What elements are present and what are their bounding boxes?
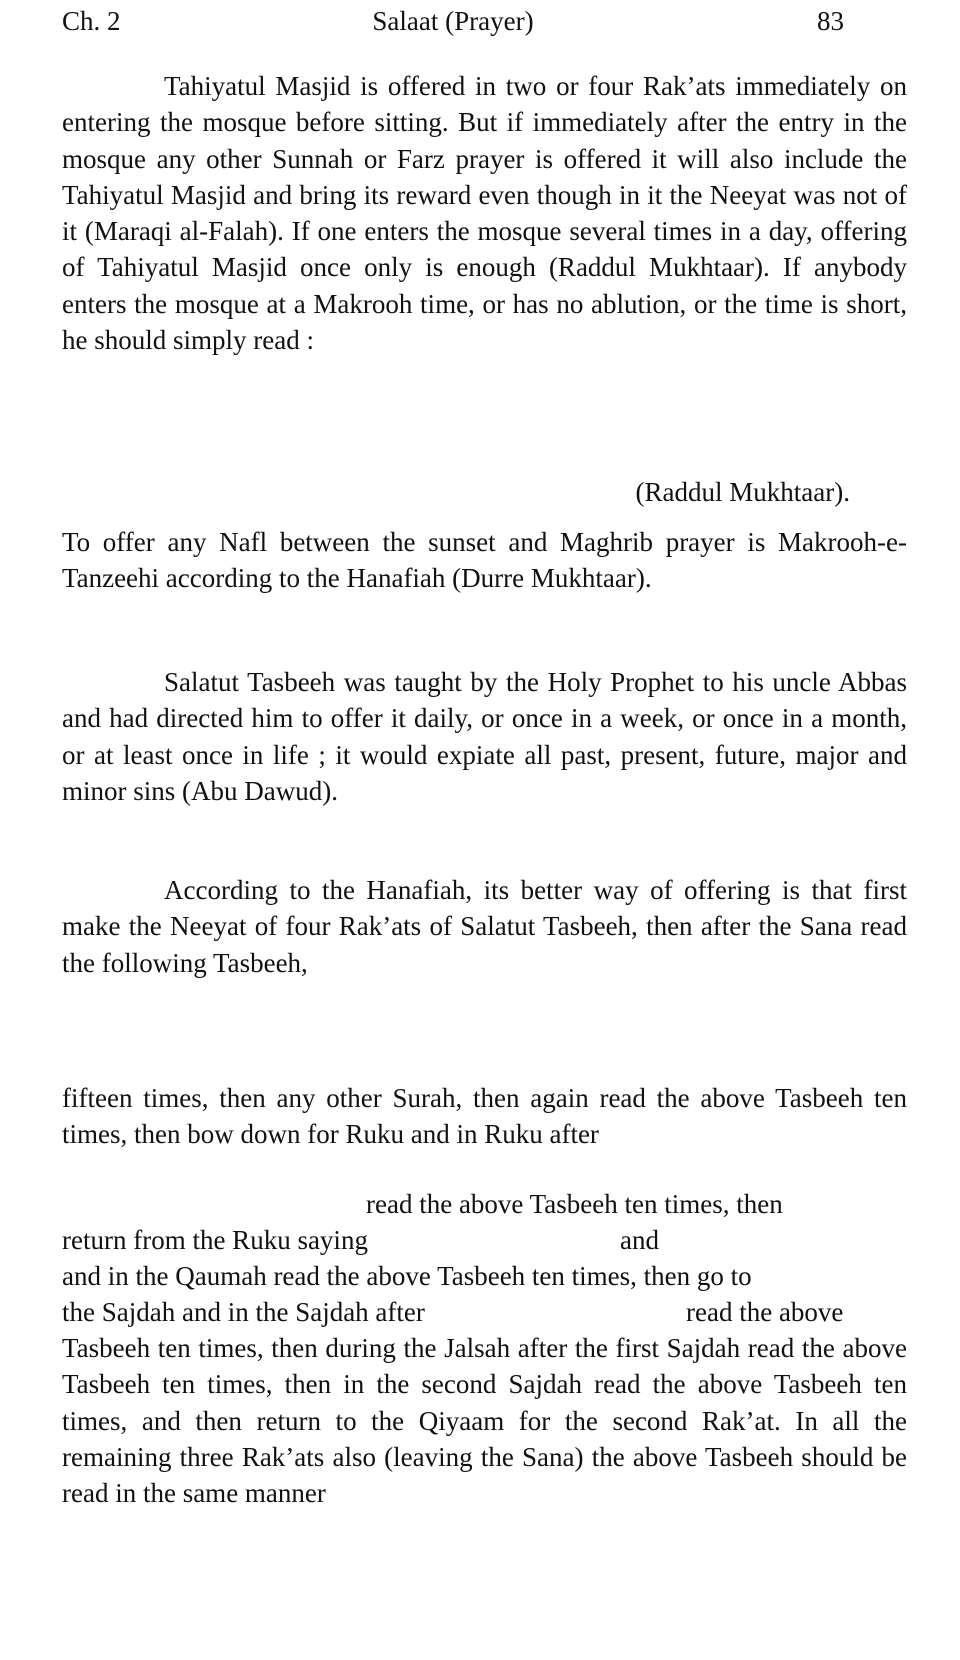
citation-raddul-mukhtaar: (Raddul Mukhtaar). [635, 477, 850, 507]
line-sajdah-after: the Sajdah and in the Sajdah after [62, 1297, 425, 1327]
line-read-above: read the above [686, 1297, 844, 1327]
page-header [62, 4, 844, 38]
line-return-from-ruku: return from the Ruku saying [62, 1225, 368, 1255]
paragraph-hanafiah-method: According to the Hanafiah, its better way of offering is that first make the Neeyat of four Rak’ats of Salatut Tasbeeh, then after the Sana read the following Tasbeeh, [62, 875, 907, 978]
paragraph-tasbeeh-procedure-start: fifteen times, then any other Surah, then again read the above Tasbeeh ten times, then bow down for Ruku and in Ruku after [62, 1083, 907, 1150]
line-qaumah: and in the Qaumah read the above Tasbeeh ten times, then go to [62, 1261, 752, 1291]
running-title: Salaat (Prayer) [372, 6, 534, 36]
line-and-connector: and [620, 1225, 659, 1255]
paragraph-salatut-tasbeeh: Salatut Tasbeeh was taught by the Holy Prophet to his uncle Abbas and had directed him to offer it daily, or once in a week, or once in a month, or at least once in life ; it would expiate all past, present, future, major and minor sins (Abu Dawud). [62, 667, 907, 806]
paragraph-tahiyatul-masjid: Tahiyatul Masjid is offered in two or four Rak’ats immediately on entering the mosque before sitting. But if immediately after the entry in the mosque any other Sunnah or Farz prayer is offered it will also include the Tahiyatul Masjid and bring its reward even though in it the Neeyat was not of it (Maraqi al-Falah). If one enters the mosque several times in a day, offering of Tahiyatul Masjid once only is enough (Raddul Mukhtaar). If anybody enters the mosque at a Makrooh time, or has no ablution, or the time is short, he should simply read : [62, 71, 907, 356]
chapter-label: Ch. 2 [62, 6, 121, 36]
paragraph-tasbeeh-procedure-end: Tasbeeh ten times, then during the Jalsah after the first Sajdah read the above Tasbeeh ten times, then in the second Sajdah read the above Tasbeeh ten times, and then return to the Qiyaam for the second Rak’at. In all the remaining three Rak’ats also (leaving the Sana) the above Tasbeeh should be read in the same manner [62, 1333, 907, 1509]
paragraph-nafl-makrooh: To offer any Nafl between the sunset and Maghrib prayer is Makrooh-e-Tanzeehi according to the Hanafiah (Durre Mukhtaar). [62, 527, 907, 594]
page-number: 83 [817, 6, 844, 36]
line-read-above-tasbeeh: read the above Tasbeeh ten times, then [366, 1189, 783, 1219]
